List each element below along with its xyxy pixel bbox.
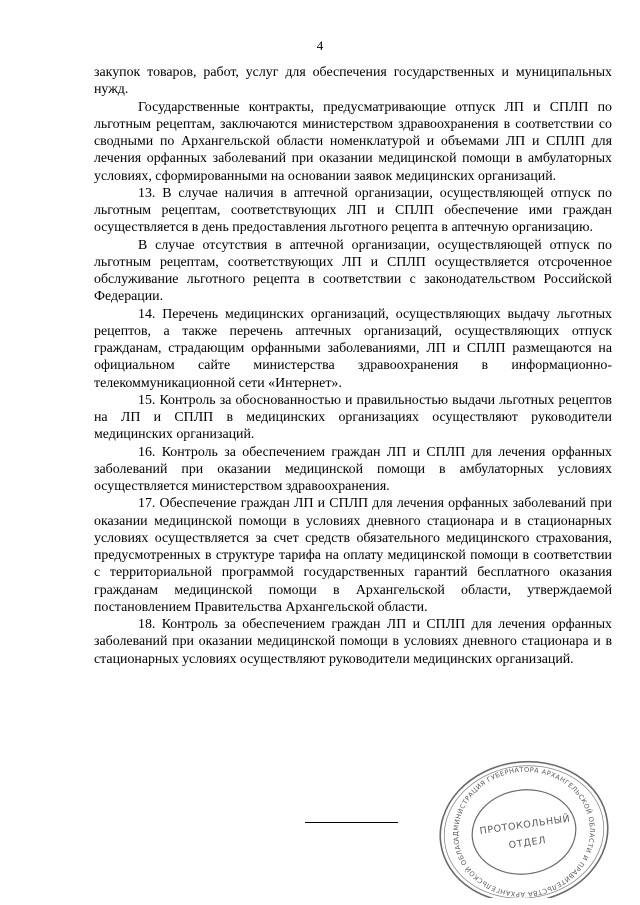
document-body: [94, 64, 612, 668]
stamp-center-text-2: ОТДЕЛ: [508, 835, 548, 852]
stamp-ring-text: АДМИНИСТРАЦИЯ ГУБЕРНАТОРА АРХАНГЕЛЬСКОЙ ОБЛАСТИ И ПРАВИТЕЛЬСТВА АРХАНГЕЛЬСКОЙ ОБЛАСТИ: [452, 765, 596, 898]
paragraph-14: 14. Перечень медицинских организаций, осуществляющих выдачу льготных рецептов, а также перечень аптечных организаций, осуществляющих отпуск гражданам, страдающим орфанными заболеваниями, ЛП и СПЛП размещаются на официальном сайте министерства здравоохранения в информационно-телекоммуникационной сети «Интернет».: [94, 306, 612, 391]
paragraph-13-deferred: В случае отсутствия в аптечной организации, осуществляющей отпуск по льготным рецептам, соответствующих ЛП и СПЛП осуществляется отсроченное обслуживание льготного рецепта в соответствии с законодательством Российской Федерации.: [94, 237, 612, 305]
paragraph-17: 17. Обеспечение граждан ЛП и СПЛП для лечения орфанных заболеваний при оказании медицинской помощи в условиях дневного стационара и в стационарных условиях осуществляется за счет средств обязательного медицинского страхования, предусмотренных в структуре тарифа на оплату медицинской помощи в соответствии с территориальной программой государственных гарантий бесплатного оказания гражданам медицинской помощи в Архангельской области, утверждаемой постановлением Правительства Архангельской области.: [94, 496, 612, 615]
paragraph-state-contracts: Государственные контракты, предусматривающие отпуск ЛП и СПЛП по льготным рецептам, заключаются министерством здравоохранения в соответствии со сводными по Архангельской области номенклатурой и объемами ЛП и СПЛП для лечения орфанных заболеваний при оказании медицинской помощи в амбулаторных условиях, сформированными на основании заявок медицинских организаций.: [94, 99, 612, 184]
paragraph-continuation: закупок товаров, работ, услуг для обеспечения государственных и муниципальных нужд.: [94, 65, 612, 98]
protocol-department-stamp: [430, 756, 614, 898]
page-number: 4: [316, 38, 324, 53]
paragraph-16: 16. Контроль за обеспечением граждан ЛП и СПЛП для лечения орфанных заболеваний при оказании медицинской помощи в амбулаторных условиях осуществляется министерством здравоохранения.: [94, 444, 612, 494]
paragraph-18: 18. Контроль за обеспечением граждан ЛП и СПЛП для лечения орфанных заболеваний при оказании медицинской помощи в условиях дневного стационара и в стационарных условиях осуществляют руководители медицинских организаций.: [94, 617, 612, 667]
paragraph-13: 13. В случае наличия в аптечной организации, осуществляющей отпуск по льготным рецептам, соответствующих ЛП и СПЛП обеспечение ими граждан осуществляется в день предоставления льготного рецепта в аптечную организацию.: [94, 185, 612, 236]
paragraph-15: 15. Контроль за обоснованностью и правильностью выдачи льготных рецептов на ЛП и СПЛП в медицинских организациях осуществляют руководители медицинских организаций.: [94, 392, 612, 443]
stamp-center-text-1: ПРОТОКОЛЬНЫЙ: [479, 813, 572, 838]
closing-divider: [305, 822, 398, 823]
stamp-seal-icon: [430, 756, 614, 898]
